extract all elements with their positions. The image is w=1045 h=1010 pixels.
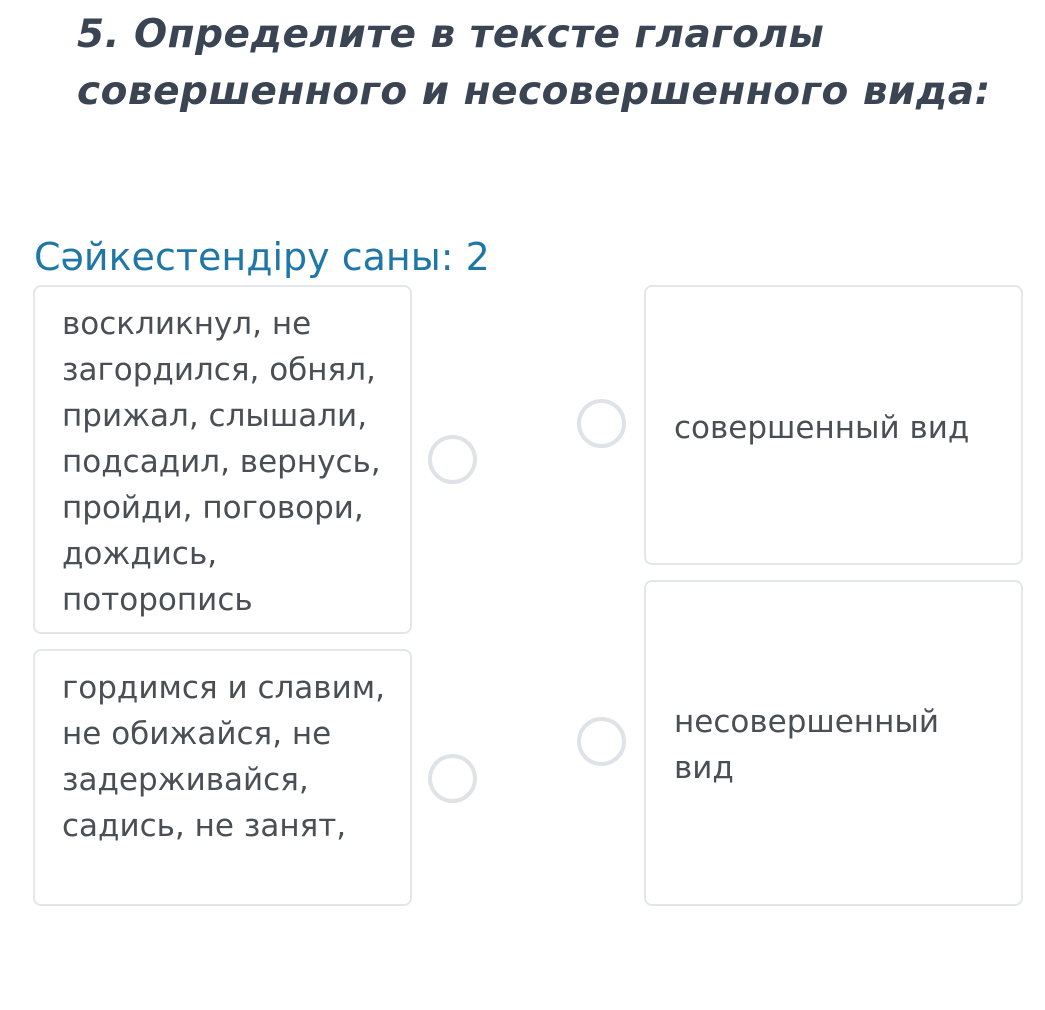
left-option-radio-1[interactable] (428, 435, 477, 484)
left-option-card-1[interactable] (33, 285, 412, 634)
left-option-text-2: гордимся и славим, не обижайся, не задерживайся, садись, не занят, (62, 670, 385, 844)
right-option-card-2[interactable] (644, 580, 1023, 906)
match-count-label: Сәйкестендіру саны: 2 (34, 235, 490, 279)
right-option-radio-1[interactable] (577, 399, 626, 448)
right-option-text-1: совершенный вид (674, 410, 970, 446)
right-option-text-2: несовершенный вид (674, 704, 939, 786)
left-option-card-2[interactable] (33, 649, 412, 906)
question-title-line-1: 5. Определите в тексте глаголы (77, 12, 825, 57)
question-title-line-2: совершенного и несовершенного вида: (77, 69, 991, 114)
left-option-text-1: воскликнул, не загордился, обнял, прижал, слышали, подсадил, вернусь, пройди, поговори, дождись, поторопись (62, 306, 381, 618)
right-option-radio-2[interactable] (577, 717, 626, 766)
left-option-radio-2[interactable] (428, 754, 477, 803)
question-title (77, 6, 1017, 120)
right-option-card-1[interactable] (644, 285, 1023, 565)
